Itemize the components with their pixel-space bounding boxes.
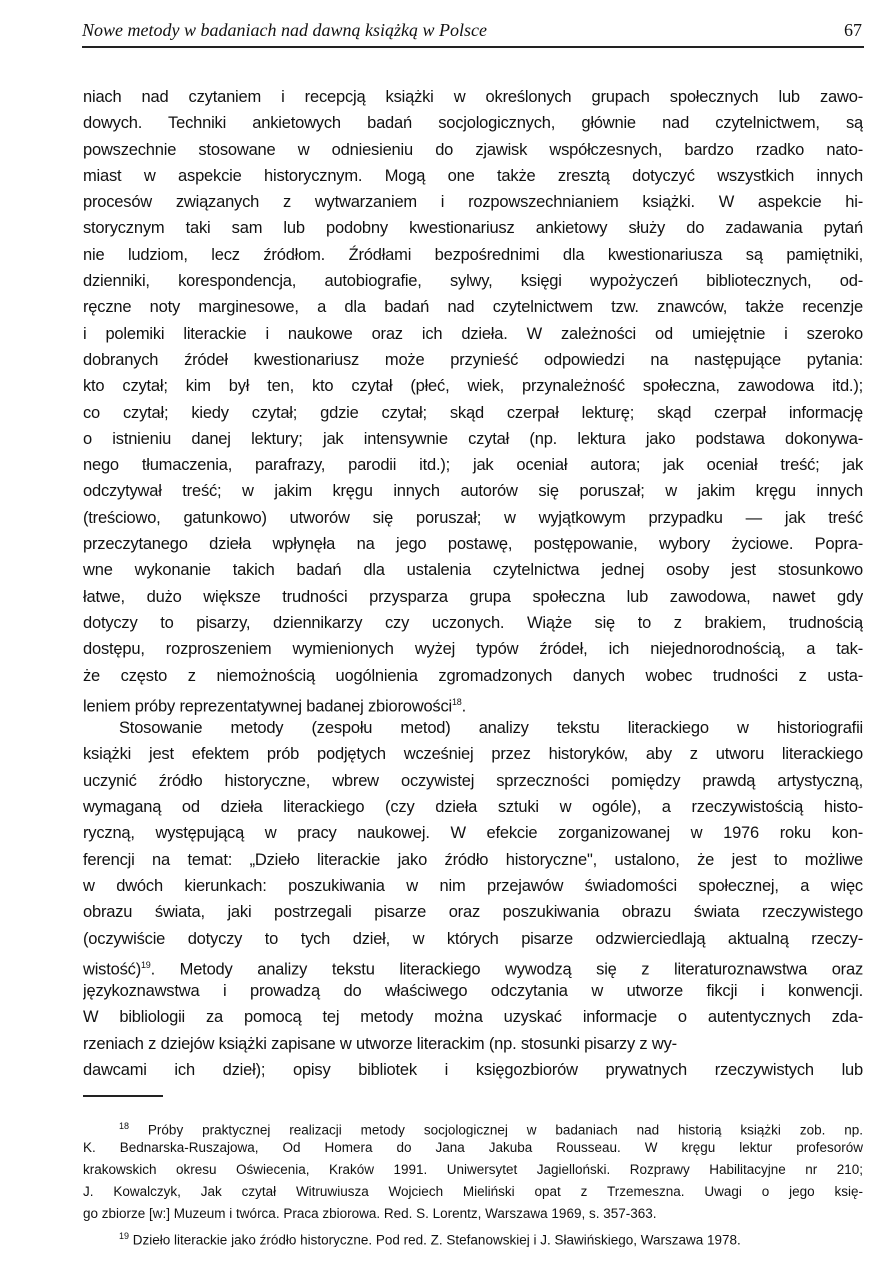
text-line-content: dotyczy to pisarzy, dziennikarzy czy uczonych. Wiąże się to z brakiem, trudnością <box>83 613 863 632</box>
text-line-content: procesów związanych z wytwarzaniem i rozpowszechnianiem książki. W aspekcie hi- <box>83 193 863 212</box>
footnote-text: krakowskich okresu Oświecenia, Kraków 1991. Uniwersytet Jagielloński. Rozprawy Habilitacyjne nr 210; <box>83 1162 863 1177</box>
text-line <box>83 373 863 399</box>
text-line <box>83 952 863 978</box>
text-line <box>83 820 863 846</box>
text-line-content: uczynić źródło historyczne, wbrew oczywistej sprzeczności pomiędzy prawdą artystyczną, <box>83 771 863 790</box>
text-line <box>83 110 863 136</box>
text-line <box>83 741 863 767</box>
text-line-content: dostępu, rozproszeniem wymienionych wyżej typów źródeł, ich niejednorodnością, a tak- <box>83 640 863 659</box>
page-number: 67 <box>844 20 862 40</box>
text-line <box>83 584 863 610</box>
text-line <box>83 242 863 268</box>
text-line <box>83 715 863 741</box>
footnote-ref-18[interactable]: 18 <box>452 696 462 707</box>
text-line-content: dzienniki, korespondencja, autobiografie, sylwy, księgi wypożyczeń bibliotecznych, od- <box>83 272 863 291</box>
footnote-line <box>83 1159 863 1181</box>
text-line <box>83 215 863 241</box>
footnote-line <box>83 1137 863 1159</box>
footnote-line <box>83 1203 863 1225</box>
text-line-content: nego tłumaczenia, parafrazy, parodii itd.); jak oceniał autora; jak oceniał treść; jak <box>83 456 863 475</box>
text-line-content: . Metody analizy tekstu literackiego wywodzą się z literaturoznawstwa oraz <box>150 960 863 979</box>
text-line <box>83 926 863 952</box>
text-line-content: niach nad czytaniem i recepcją książki w określonych grupach społecznych lub zawo- <box>83 88 863 106</box>
footnote-number: 19 <box>119 1231 130 1241</box>
text-line <box>83 663 863 689</box>
text-line-content: Stosowanie metody (zespołu metod) analizy tekstu literackiego w historiografii <box>119 719 863 738</box>
text-line-content: rzeniach z dziejów książki zapisane w utworze literackim (np. stosunki pisarzy z wy- <box>83 1034 677 1053</box>
text-line <box>83 636 863 662</box>
footnote-text: K. Bednarska-Ruszajowa, Od Homera do Jana Jakuba Rousseau. W kręgu lektur profesorów <box>83 1140 863 1155</box>
footnotes <box>83 1115 863 1247</box>
text-line-content: odczytywał treść; w jakim kręgu innych autorów się poruszał; w jakim kręgu innych <box>83 482 863 501</box>
text-line-content: kto czytał; kim był ten, kto czytał (płeć, wiek, przynależność społeczna, zawodowa itd.); <box>83 377 863 396</box>
text-line-content: storycznym taki sam lub podobny kwestionariusz ankietowy służy do zadawania pytań <box>83 219 863 238</box>
text-line <box>83 1004 863 1030</box>
text-line <box>83 426 863 452</box>
text-line-content: nie ludziom, lecz źródłom. Źródłami bezpośrednimi dla kwestionariusza są pamiętniki, <box>83 245 863 264</box>
text-line <box>83 505 863 531</box>
text-line-content: dawcami ich dzieł); opisy bibliotek i księgozbiorów prywatnych rzeczywistych lub <box>83 1060 863 1079</box>
text-line-content: ryczną, występującą w pracy naukowej. W efekcie zorganizowanej w 1976 roku kon- <box>83 824 863 843</box>
text-line-content: łatwe, dużo większe trudności przysparza grupa społeczna lub zawodowa, nawet gdy <box>83 587 863 606</box>
text-line-content: ręczne noty marginesowe, a dla badań nad czytelnictwem tzw. znawców, także recenzje <box>83 298 863 317</box>
text-line <box>83 768 863 794</box>
text-line <box>83 873 863 899</box>
text-line <box>83 478 863 504</box>
text-line-content: że często z niemożnością uogólnienia zgromadzonych danych wobec trudności z usta- <box>83 666 863 685</box>
text-line-content: (treściowo, gatunkowo) utworów się poruszał; w wyjątkowym przypadku — jak treść <box>83 508 863 527</box>
text-line <box>83 899 863 925</box>
text-line-content: w dwóch kierunkach: poszukiwania w nim przejawów świadomości społecznej, a więc <box>83 876 863 895</box>
text-line-content: obrazu świata, jaki postrzegali pisarze oraz poszukiwania obrazu świata rzeczywistego <box>83 903 863 922</box>
footnote-number: 18 <box>119 1121 130 1131</box>
text-line-content: i polemiki literackie i naukowe oraz ich dzieła. W zależności od umiejętnie i szeroko <box>83 324 863 343</box>
text-line <box>83 294 863 320</box>
text-line <box>83 321 863 347</box>
text-line <box>83 557 863 583</box>
footnote-divider <box>83 1095 163 1097</box>
text-line-content: przeczytanego dzieła wpłynęła na jego postawę, postępowanie, wybory życiowe. Popra- <box>83 535 863 554</box>
text-line <box>83 84 863 110</box>
text-line-content: powszechnie stosowane w odniesieniu do zjawisk współczesnych, bardzo rzadko nato- <box>83 140 863 159</box>
text-line-content: wymaganą od dzieła literackiego (czy dzieła sztuki w ogóle), a rzeczywistością histo- <box>83 798 863 817</box>
text-line <box>83 531 863 557</box>
text-line <box>83 163 863 189</box>
text-line <box>83 1031 863 1057</box>
footnote-text: Próby praktycznej realizacji metody socjologicznej w badaniach nad historią książki zob. np. <box>147 1122 863 1137</box>
footnote-line <box>83 1181 863 1203</box>
body-text <box>83 84 863 1083</box>
text-line <box>83 847 863 873</box>
text-line-content: dowych. Techniki ankietowych badań socjologicznych, głównie nad czytelnictwem, są <box>83 114 863 133</box>
footnote-text: go zbiorze [w:] Muzeum i twórca. Praca zbiorowa. Red. S. Lorentz, Warszawa 1969, s. 357-363. <box>83 1206 657 1221</box>
text-line-content: wistość) <box>83 960 141 979</box>
footnote-text: Dzieło literackie jako źródło historyczne. Pod red. Z. Stefanowskiej i J. Sławińskiego, Warszawa 1978. <box>132 1232 741 1247</box>
text-line-content: W bibliologii za pomocą tej metody można uzyskać informacje o autentycznych zda- <box>83 1008 863 1027</box>
text-line <box>83 610 863 636</box>
text-line <box>83 794 863 820</box>
text-line <box>83 978 863 1004</box>
text-line <box>83 452 863 478</box>
text-line-content: językoznawstwa i prowadzą do właściwego odczytania w utworze fikcji i konwencji. <box>83 982 863 1001</box>
footnote-text: J. Kowalczyk, Jak czytał Witruwiusza Wojciech Mieliński opat z Trzemeszna. Uwagi o jego księ- <box>83 1184 863 1199</box>
text-line <box>83 1057 863 1083</box>
text-line-content: (oczywiście dotyczy to tych dzieł, w których pisarze odzwierciedlają aktualną rzeczy- <box>83 929 863 948</box>
text-line-content: o istnieniu danej lektury; jak intensywnie czytał (np. lektura jako podstawa dokonywa- <box>83 429 863 448</box>
text-line <box>83 189 863 215</box>
text-line-content: ferencji na temat: „Dzieło literackie jako źródło historyczne", ustalono, że jest to możliwe <box>83 850 863 869</box>
text-line-content: leniem próby reprezentatywnej badanej zbiorowości <box>83 697 452 716</box>
running-header <box>82 8 864 48</box>
footnote-line <box>83 1225 863 1247</box>
text-line-content: co czytał; kiedy czytał; gdzie czytał; skąd czerpał lekturę; skąd czerpał informację <box>83 403 863 422</box>
text-line-content: książki jest efektem prób podjętych wcześniej przez historyków, aby z utworu literackiego <box>83 745 863 764</box>
footnote-line <box>83 1115 863 1137</box>
footnote-ref-19[interactable]: 19 <box>141 959 151 970</box>
text-line <box>83 268 863 294</box>
text-line <box>83 137 863 163</box>
text-line <box>83 400 863 426</box>
text-line: leniem próby reprezentatywnej badanej zbiorowości$^{18}$. <box>83 696 467 716</box>
text-line-content: miast w aspekcie historycznym. Mogą one także zresztą dotyczyć wszystkich innych <box>83 166 863 185</box>
text-line-content: dobranych źródeł kwestionariusz może przynieść odpowiedzi na następujące pytania: <box>83 350 863 369</box>
text-line <box>83 347 863 373</box>
text-line-content: wne wykonanie takich badań dla ustalenia czytelnictwa jednej osoby jest stosunkowo <box>83 561 863 580</box>
running-title: Nowe metody w badaniach nad dawną książką w Polsce <box>82 20 487 40</box>
